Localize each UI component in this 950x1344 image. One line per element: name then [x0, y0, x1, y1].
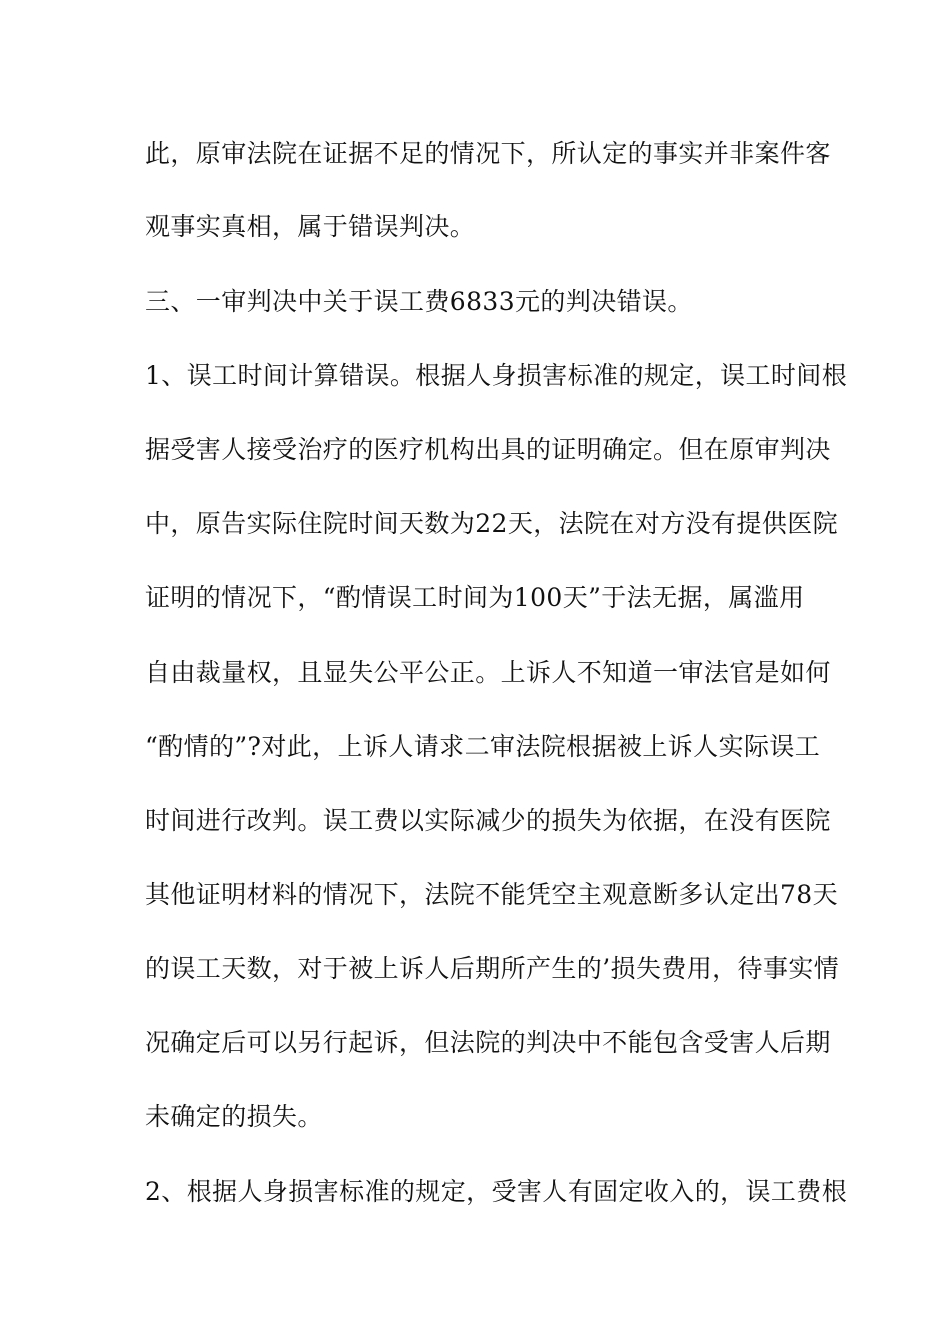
text-line: 其他证明材料的情况下，法院不能凭空主观意断多认定出78天 [145, 880, 839, 909]
text-line: 2、根据人身损害标准的规定，受害人有固定收入的，误工费根 [145, 1177, 848, 1206]
text-line: “酌情的”?对此，上诉人请求二审法院根据被上诉人实际误工 [145, 732, 821, 761]
text-line: 时间进行改判。误工费以实际减少的损失为依据，在没有医院 [145, 806, 831, 835]
text-line: 中，原告实际住院时间天数为22天，法院在对方没有提供医院 [145, 509, 839, 538]
text-line: 未确定的损失。 [145, 1102, 323, 1131]
text-line: 的误工天数，对于被上诉人后期所产生的’损失费用，待事实情 [145, 954, 840, 983]
text-line: 况确定后可以另行起诉，但法院的判决中不能包含受害人后期 [145, 1028, 831, 1057]
text-line: 1、误工时间计算错误。根据人身损害标准的规定，误工时间根 [145, 361, 848, 390]
text-line: 自由裁量权，且显失公平公正。上诉人不知道一审法官是如何 [145, 658, 831, 687]
text-line: 据受害人接受治疗的医疗机构出具的证明确定。但在原审判决 [145, 435, 831, 464]
text-line: 此，原审法院在证据不足的情况下，所认定的事实并非案件客 [145, 139, 831, 168]
text-line: 观事实真相，属于错误判决。 [145, 212, 476, 241]
section-heading: 三、一审判决中关于误工费6833元的判决错误。 [145, 287, 693, 316]
text-line: 证明的情况下，“酌情误工时间为100天”于法无据，属滥用 [145, 583, 805, 612]
